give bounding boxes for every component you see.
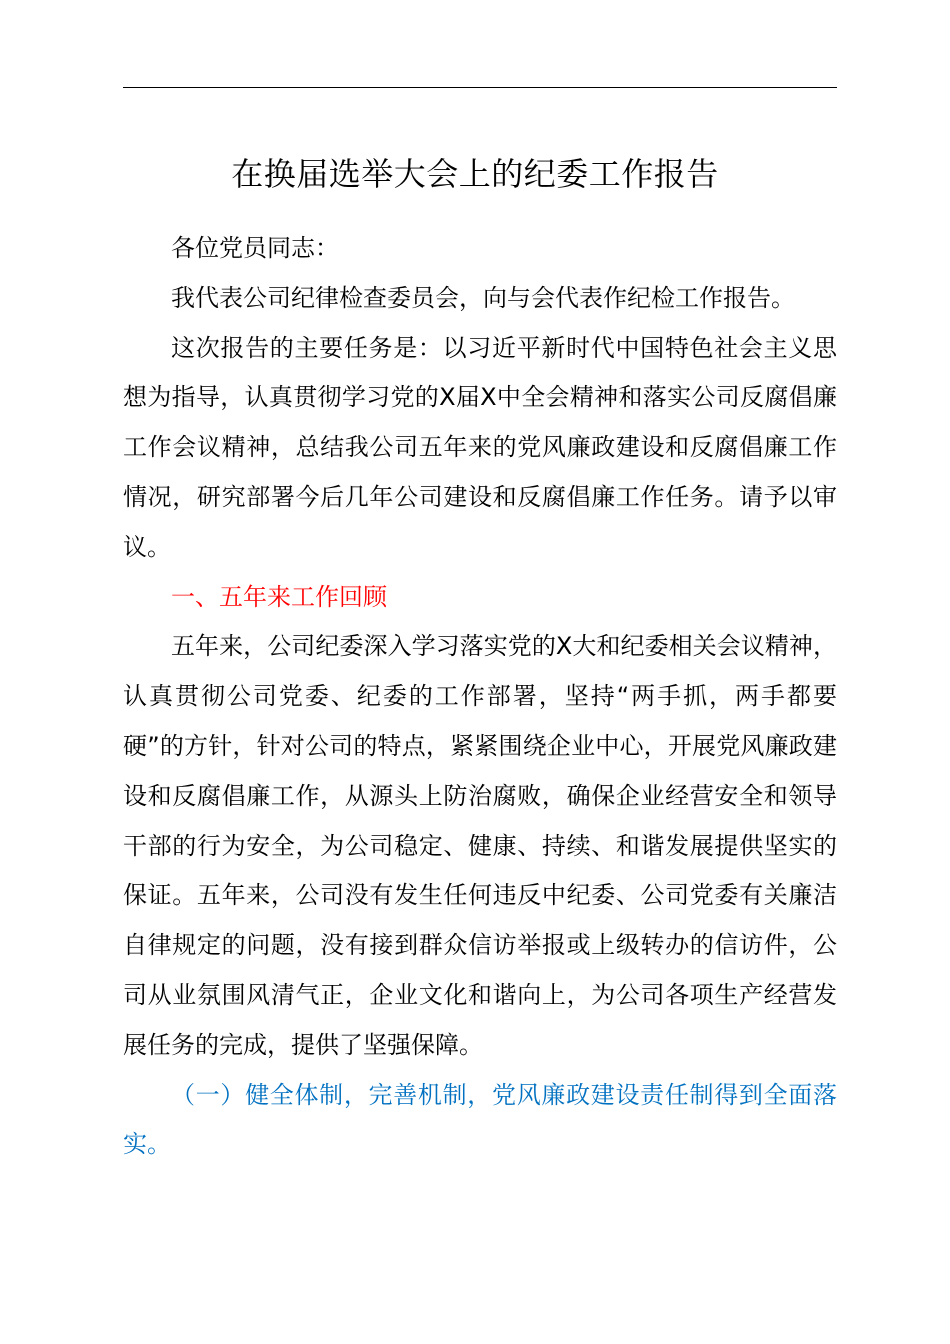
task-paragraph: 这次报告的主要任务是：以习近平新时代中国特色社会主义思想为指导，认真贯彻学习党的X届X中全会精神和落实公司反腐倡廉工作会议精神，总结我公司五年来的党风廉政建设和反腐倡廉工作情况，研究部署今后几年公司建设和反腐倡廉工作任务。请予以审议。 [123,333,837,561]
section-heading: 一、五年来工作回顾 [171,582,387,611]
document-title: 在换届选举大会上的纪委工作报告 [231,155,719,193]
header-divider [123,87,837,88]
review-paragraph: 五年来，公司纪委深入学习落实党的X大和纪委相关会议精神，认真贯彻公司党委、纪委的工作部署，坚持“两手抓，两手都要硬”的方针，针对公司的特点，紧紧围绕企业中心，开展党风廉政建设和反腐倡廉工作，从源头上防治腐败，确保企业经营安全和领导干部的行为安全，为公司稳定、健康、持续、和谐发展提供坚实的保证。五年来，公司没有发生任何违反中纪委、公司党委有关廉洁自律规定的问题，没有接到群众信访举报或上级转办的信访件，公司从业氛围风清气正，企业文化和谐向上，为公司各项生产经营发展任务的完成，提供了坚强保障。 [123,632,837,1059]
document-body [123,224,837,1170]
subsection-heading: （一）健全体制，完善机制，党风廉政建设责任制得到全面落实。 [123,1080,837,1159]
intro-paragraph: 我代表公司纪律检查委员会，向与会代表作纪检工作报告。 [171,283,795,312]
greeting: 各位党员同志： [171,234,339,262]
